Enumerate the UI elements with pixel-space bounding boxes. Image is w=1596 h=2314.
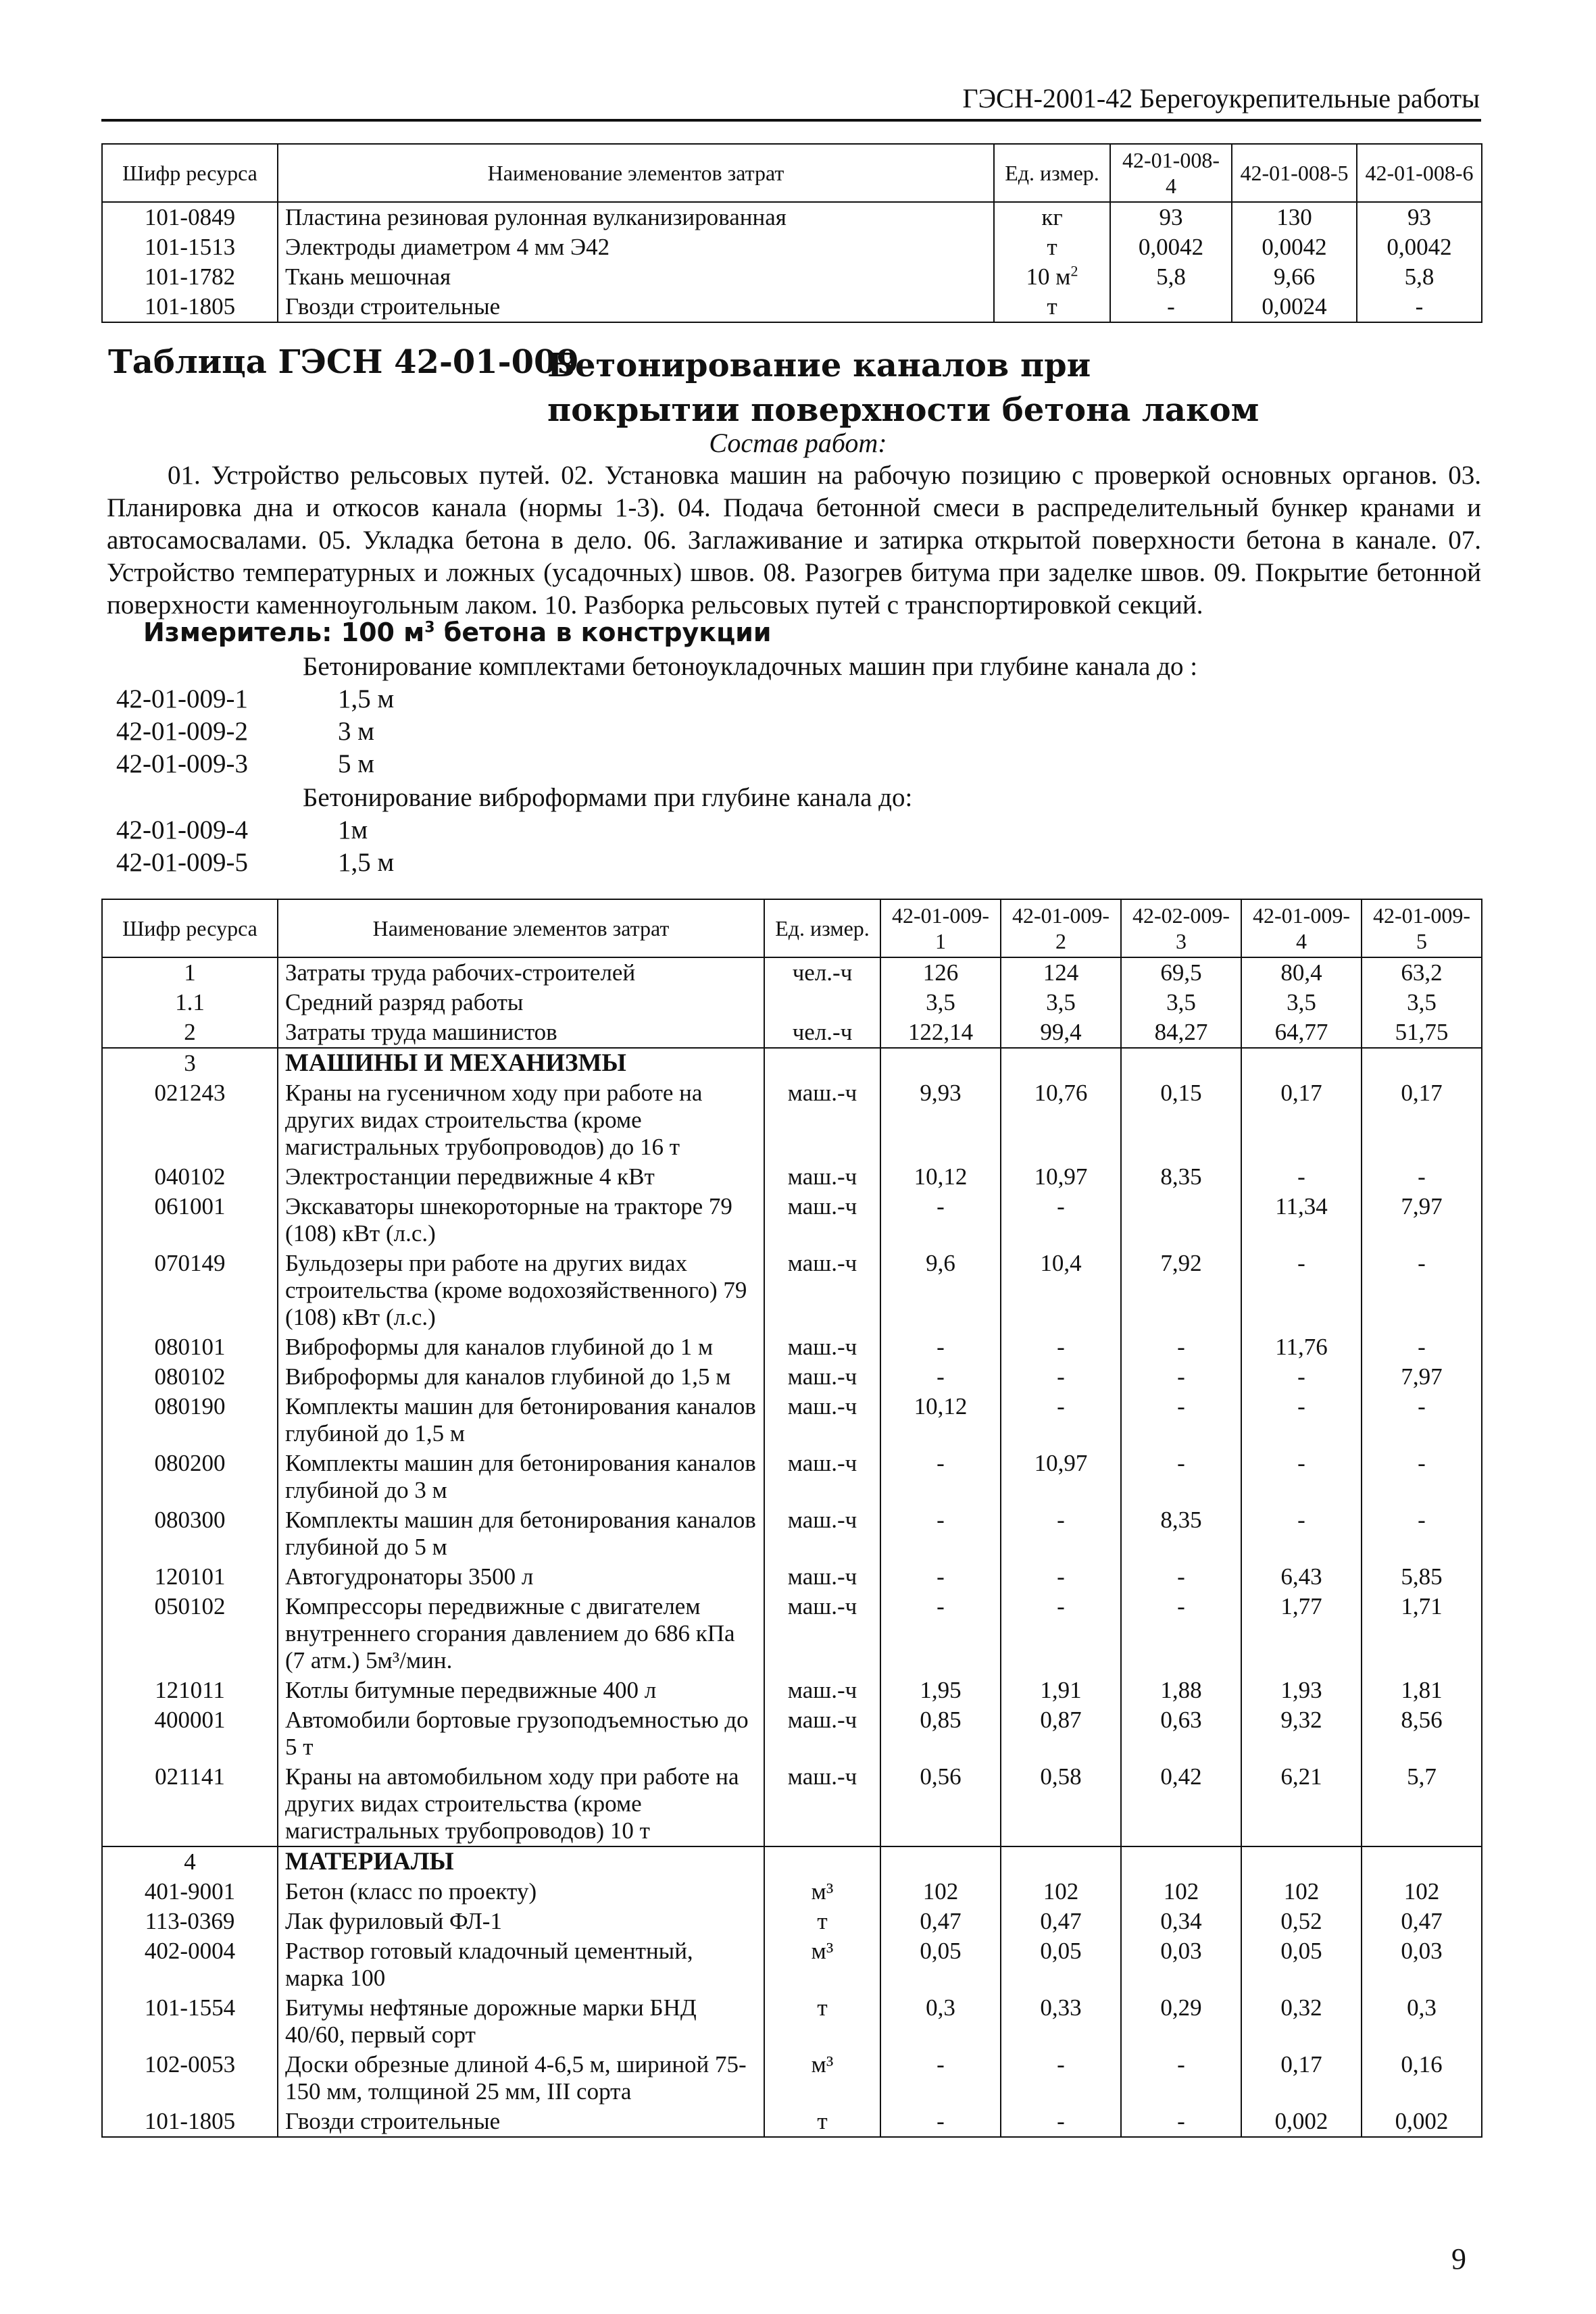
cost-element-name: Комплекты машин для бетонирования каналов глубиной до 3 м [278,1449,764,1505]
unit-text: т [1047,293,1057,320]
value-cell: 0,0024 [1232,292,1357,322]
page-number: 9 [1451,2242,1466,2275]
table-row [102,1592,1482,1676]
resource-code: 080102 [102,1362,278,1392]
group-heading: Бетонирование комплектами бетоноукладочных машин при глубине канала до : [303,652,1198,681]
unit: т [764,1993,880,2050]
value-cell: - [1362,1249,1482,1332]
cost-element-name: Виброформы для каналов глубиной до 1,5 м [278,1362,764,1392]
value-cell: - [1001,1392,1121,1449]
table-row [102,1505,1482,1562]
value-cell: 3,5 [1241,988,1362,1017]
value-cell: 93 [1357,202,1482,232]
value-cell: - [1241,1505,1362,1562]
value-cell: 124 [1001,957,1121,988]
unit: маш.-ч [764,1332,880,1362]
value-cell: - [1362,1392,1482,1449]
table-row [102,2107,1482,2137]
unit: чел.-ч [764,1017,880,1048]
header-variant: 42-02-009-3 [1121,899,1241,957]
value-cell: 0,3 [880,1993,1001,2050]
value-cell: 63,2 [1362,957,1482,988]
unit: маш.-ч [764,1449,880,1505]
cost-element-name: Гвозди строительные [278,292,994,322]
cost-element-name: Бетон (класс по проекту) [278,1877,764,1907]
table-row [102,988,1482,1017]
value-cell: 1,88 [1121,1676,1241,1705]
resource-code: 080200 [102,1449,278,1505]
value-cell: 6,21 [1241,1762,1362,1846]
value-cell: 0,58 [1001,1762,1121,1846]
value-cell: - [1121,1449,1241,1505]
unit [764,988,880,1017]
value-cell: 7,97 [1362,1192,1482,1249]
value-cell: - [1001,1192,1121,1249]
variant-code: 42-01-009-4 [116,815,248,845]
cost-element-name: Пластина резиновая рулонная вулканизированная [278,202,994,232]
value-cell: - [1001,1562,1121,1592]
table-row [102,1332,1482,1362]
value-cell: 0,42 [1121,1762,1241,1846]
empty-cell [880,1846,1001,1877]
table-row [102,1936,1482,1993]
value-cell: - [880,1332,1001,1362]
value-cell: 6,43 [1241,1562,1362,1592]
table-row [102,1249,1482,1332]
meter-line [143,618,772,647]
empty-cell [1362,1846,1482,1877]
cost-element-name: Краны на гусеничном ходу при работе на других видах строительства (кроме магистральных трубопроводов) до 16 т [278,1078,764,1162]
value-cell: 9,6 [880,1249,1001,1332]
value-cell: 3,5 [1121,988,1241,1017]
cost-element-name: Электроды диаметром 4 мм Э42 [278,232,994,262]
value-cell: 3,5 [1001,988,1121,1017]
unit: маш.-ч [764,1249,880,1332]
section-name: МАТЕРИАЛЫ [278,1846,764,1877]
cost-element-name: Средний разряд работы [278,988,764,1017]
value-cell: - [1001,1592,1121,1676]
unit: маш.-ч [764,1592,880,1676]
resource-code: 080101 [102,1332,278,1362]
value-cell: 0,47 [1362,1907,1482,1936]
cost-element-name: Электростанции передвижные 4 кВт [278,1162,764,1192]
variant-code: 42-01-009-3 [116,749,248,778]
header-variant: 42-01-009-1 [880,899,1001,957]
table-row [102,1078,1482,1162]
cost-element-name: Компрессоры передвижные с двигателем внутреннего сгорания давлением до 686 кПа (7 атм.) 5м³/мин. [278,1592,764,1676]
value-cell: 0,05 [1241,1936,1362,1993]
table-row [102,2050,1482,2107]
resource-code: 021141 [102,1762,278,1846]
empty-cell [1001,1846,1121,1877]
value-cell: 99,4 [1001,1017,1121,1048]
empty-cell [1001,1048,1121,1078]
variant-code: 42-01-009-2 [116,717,248,746]
table-row [102,1392,1482,1449]
value-cell: 8,56 [1362,1705,1482,1762]
variant-depth: 1м [338,815,368,845]
value-cell: 0,0042 [1110,232,1232,262]
value-cell: - [1241,1162,1362,1192]
value-cell: 0,002 [1362,2107,1482,2137]
unit-text: 10 м [1026,263,1071,290]
top-resource-table [101,143,1482,323]
cost-element-name: Битумы нефтяные дорожные марки БНД 40/60, первый сорт [278,1993,764,2050]
value-cell: 0,3 [1362,1993,1482,2050]
value-cell: - [1121,1592,1241,1676]
cost-element-name: Затраты труда рабочих-строителей [278,957,764,988]
value-cell: - [1241,1362,1362,1392]
value-cell: 0,34 [1121,1907,1241,1936]
header-unit: Ед. измер. [994,144,1110,202]
value-cell: - [1357,292,1482,322]
table-title: Таблица ГЭСН 42-01-009 [108,343,579,381]
value-cell: 122,14 [880,1017,1001,1048]
value-cell: 126 [880,957,1001,988]
value-cell: - [1001,2107,1121,2137]
value-cell: 0,15 [1121,1078,1241,1162]
unit-text: кг [1041,204,1063,230]
empty-cell [764,1048,880,1078]
resource-code: 101-1782 [102,262,278,292]
header-unit: Ед. измер. [764,899,880,957]
header-resource-code: Шифр ресурса [102,899,278,957]
value-cell: 9,93 [880,1078,1001,1162]
table-row [102,957,1482,988]
resource-code: 120101 [102,1562,278,1592]
value-cell: 0,05 [880,1936,1001,1993]
unit: маш.-ч [764,1705,880,1762]
value-cell: 10,4 [1001,1249,1121,1332]
value-cell: 10,12 [880,1392,1001,1449]
cost-element-name: Затраты труда машинистов [278,1017,764,1048]
section-row [102,1846,1482,1877]
resource-code: 061001 [102,1192,278,1249]
value-cell: 0,32 [1241,1993,1362,2050]
variant-depth: 1,5 м [338,848,395,877]
table-row [102,1562,1482,1592]
main-table-header-row [102,899,1482,957]
value-cell: - [880,2107,1001,2137]
unit: т [764,2107,880,2137]
value-cell: 0,0042 [1232,232,1357,262]
unit: маш.-ч [764,1392,880,1449]
variant-depth: 1,5 м [338,684,395,713]
unit: м³ [764,1936,880,1993]
header-cost-element: Наименование элементов затрат [278,899,764,957]
value-cell: 0,47 [1001,1907,1121,1936]
value-cell: - [1362,1162,1482,1192]
value-cell: 102 [1001,1877,1121,1907]
value-cell: 102 [1121,1877,1241,1907]
value-cell: - [880,1592,1001,1676]
empty-cell [1241,1846,1362,1877]
cost-element-name: Экскаваторы шнекороторные на тракторе 79 (108) кВт (л.с.) [278,1192,764,1249]
resource-code: 040102 [102,1162,278,1192]
table-row [102,262,1482,292]
value-cell: 130 [1232,202,1357,232]
value-cell: 102 [880,1877,1001,1907]
value-cell: 1,95 [880,1676,1001,1705]
resource-code: 402-0004 [102,1936,278,1993]
unit-sup: 2 [1070,262,1078,280]
header-variant: 42-01-009-5 [1362,899,1482,957]
resource-code: 401-9001 [102,1877,278,1907]
resource-code: 2 [102,1017,278,1048]
header-cost-element: Наименование элементов затрат [278,144,994,202]
value-cell: 80,4 [1241,957,1362,988]
value-cell: 84,27 [1121,1017,1241,1048]
value-cell: 1,91 [1001,1676,1121,1705]
value-cell: 102 [1362,1877,1482,1907]
empty-cell [1362,1048,1482,1078]
table-row [102,1162,1482,1192]
variant-code: 42-01-009-5 [116,848,248,877]
cost-element-name: Автомобили бортовые грузоподъемностью до 5 т [278,1705,764,1762]
header-variant: 42-01-008-4 [1110,144,1232,202]
unit: чел.-ч [764,957,880,988]
value-cell: 1,81 [1362,1676,1482,1705]
value-cell: - [1001,1332,1121,1362]
value-cell: 3,5 [1362,988,1482,1017]
value-cell: 8,35 [1121,1162,1241,1192]
value-cell: 69,5 [1121,957,1241,988]
value-cell: 9,66 [1232,262,1357,292]
value-cell: 0,002 [1241,2107,1362,2137]
resource-code: 1.1 [102,988,278,1017]
unit: маш.-ч [764,1162,880,1192]
unit: маш.-ч [764,1505,880,1562]
resource-code: 080300 [102,1505,278,1562]
meter-suffix: бетона в конструкции [434,618,772,647]
value-cell: - [1241,1449,1362,1505]
resource-code: 021243 [102,1078,278,1162]
resource-code: 4 [102,1846,278,1877]
cost-element-name: Комплекты машин для бетонирования каналов глубиной до 5 м [278,1505,764,1562]
unit: м³ [764,2050,880,2107]
unit: маш.-ч [764,1762,880,1846]
meter-prefix: Измеритель: 100 м [143,618,425,647]
value-cell: 0,17 [1241,2050,1362,2107]
variant-depth: 3 м [338,717,374,746]
header-variant: 42-01-008-5 [1232,144,1357,202]
cost-element-name: Гвозди строительные [278,2107,764,2137]
resource-code: 113-0369 [102,1907,278,1936]
table-row [102,1449,1482,1505]
cost-element-name: Виброформы для каналов глубиной до 1 м [278,1332,764,1362]
resource-code: 1 [102,957,278,988]
cost-element-name: Лак фуриловый ФЛ-1 [278,1907,764,1936]
value-cell: - [1001,1362,1121,1392]
variant-depth: 5 м [338,749,374,778]
value-cell: - [880,1562,1001,1592]
table-row [102,202,1482,232]
resource-code: 101-1513 [102,232,278,262]
table-subject: Бетонирование каналов при покрытии поверхности бетона лаком [547,347,1260,429]
value-cell: 0,47 [880,1907,1001,1936]
cost-element-name: Комплекты машин для бетонирования каналов глубиной до 1,5 м [278,1392,764,1449]
header-resource-code: Шифр ресурса [102,144,278,202]
resource-code: 3 [102,1048,278,1078]
value-cell: 9,32 [1241,1705,1362,1762]
header-variant: 42-01-008-6 [1357,144,1482,202]
unit: маш.-ч [764,1676,880,1705]
value-cell: 0,56 [880,1762,1001,1846]
value-cell: 3,5 [880,988,1001,1017]
value-cell: 93 [1110,202,1232,232]
value-cell: - [1362,1332,1482,1362]
value-cell: 11,76 [1241,1332,1362,1362]
value-cell: 0,85 [880,1705,1001,1762]
value-cell: 5,85 [1362,1562,1482,1592]
resource-code: 101-1805 [102,2107,278,2137]
value-cell: 10,97 [1001,1162,1121,1192]
meter-sup: 3 [424,619,435,636]
composition-heading: Состав работ: [709,428,887,458]
value-cell: - [880,1505,1001,1562]
value-cell: - [880,1192,1001,1249]
value-cell: 0,0042 [1357,232,1482,262]
value-cell: - [1121,1332,1241,1362]
unit [994,262,1110,292]
value-cell: - [1121,1562,1241,1592]
cost-element-name: Автогудронаторы 3500 л [278,1562,764,1592]
value-cell: - [1362,1449,1482,1505]
empty-cell [764,1846,880,1877]
cost-element-name: Раствор готовый кладочный цементный, марка 100 [278,1936,764,1993]
value-cell: 11,34 [1241,1192,1362,1249]
empty-cell [880,1048,1001,1078]
composition-text: 01. Устройство рельсовых путей. 02. Установка машин на рабочую позицию с проверкой основных органов. 03. Планировка дна и откосов канала (нормы 1-3). 04. Подача бетонной смеси в распределительный бункер кранами и автосамосвалами. 05. Укладка бетона в дело. 06. Заглаживание и затирка открытой поверхности бетона в канале. 07. Устройство температурных и ложных (усадочных) швов. 08. Разогрев битума при заделке швов. 09. Покрытие бетонной поверхности каменноугольным лаком. 10. Разборка рельсовых путей с транспортировкой секций. [107,461,1481,620]
value-cell: - [1121,2107,1241,2137]
value-cell: - [1001,2050,1121,2107]
resource-code: 070149 [102,1249,278,1332]
value-cell: - [1121,1392,1241,1449]
value-cell: 102 [1241,1877,1362,1907]
value-cell: - [1110,292,1232,322]
value-cell: 1,71 [1362,1592,1482,1676]
section-name: МАШИНЫ И МЕХАНИЗМЫ [278,1048,764,1078]
resource-cost-table [101,899,1482,2138]
unit [994,232,1110,262]
value-cell: 7,97 [1362,1362,1482,1392]
value-cell: 10,97 [1001,1449,1121,1505]
value-cell: - [1121,1362,1241,1392]
unit-text: т [1047,234,1057,260]
cost-element-name: Бульдозеры при работе на других видах строительства (кроме водохозяйственного) 79 (108) кВт (л.с.) [278,1249,764,1332]
group-heading: Бетонирование виброформами при глубине канала до: [303,783,913,812]
table-row [102,1192,1482,1249]
cost-element-name: Краны на автомобильном ходу при работе на других видах строительства (кроме магистральных трубопроводов) 10 т [278,1762,764,1846]
value-cell: 0,05 [1001,1936,1121,1993]
unit: маш.-ч [764,1078,880,1162]
value-cell [1121,1192,1241,1249]
value-cell: - [880,2050,1001,2107]
header-variant: 42-01-009-2 [1001,899,1121,957]
value-cell: 0,29 [1121,1993,1241,2050]
resource-code: 102-0053 [102,2050,278,2107]
unit: т [764,1907,880,1936]
value-cell: 64,77 [1241,1017,1362,1048]
value-cell: 1,93 [1241,1676,1362,1705]
resource-code: 080190 [102,1392,278,1449]
table-row [102,1705,1482,1762]
top-table-header-row [102,144,1482,202]
value-cell: 5,8 [1357,262,1482,292]
value-cell: 5,7 [1362,1762,1482,1846]
table-row [102,1907,1482,1936]
value-cell: 0,33 [1001,1993,1121,2050]
value-cell: 0,03 [1362,1936,1482,1993]
value-cell: 51,75 [1362,1017,1482,1048]
cost-element-name: Котлы битумные передвижные 400 л [278,1676,764,1705]
variant-code: 42-01-009-1 [116,684,248,713]
value-cell: 0,52 [1241,1907,1362,1936]
resource-code: 050102 [102,1592,278,1676]
table-row [102,1017,1482,1048]
value-cell: 0,03 [1121,1936,1241,1993]
section-row [102,1048,1482,1078]
value-cell: 1,77 [1241,1592,1362,1676]
empty-cell [1121,1048,1241,1078]
unit: маш.-ч [764,1192,880,1249]
resource-code: 121011 [102,1676,278,1705]
empty-cell [1121,1846,1241,1877]
value-cell: 7,92 [1121,1249,1241,1332]
table-row [102,1993,1482,2050]
table-row [102,292,1482,322]
resource-code: 101-0849 [102,202,278,232]
unit: м³ [764,1877,880,1907]
unit: маш.-ч [764,1362,880,1392]
header-variant: 42-01-009-4 [1241,899,1362,957]
value-cell: 5,8 [1110,262,1232,292]
table-row [102,232,1482,262]
cost-element-name: Ткань мешочная [278,262,994,292]
resource-code: 400001 [102,1705,278,1762]
unit [994,202,1110,232]
table-row [102,1362,1482,1392]
value-cell: 8,35 [1121,1505,1241,1562]
value-cell: - [1001,1505,1121,1562]
value-cell: - [1121,2050,1241,2107]
value-cell: 0,63 [1121,1705,1241,1762]
unit: маш.-ч [764,1562,880,1592]
unit [994,292,1110,322]
table-row [102,1877,1482,1907]
header-rule [101,119,1481,122]
value-cell: 0,17 [1362,1078,1482,1162]
value-cell: - [1241,1249,1362,1332]
resource-code: 101-1554 [102,1993,278,2050]
value-cell: - [880,1362,1001,1392]
table-row [102,1676,1482,1705]
resource-code: 101-1805 [102,292,278,322]
table-row [102,1762,1482,1846]
value-cell: - [880,1449,1001,1505]
running-header: ГЭСН-2001-42 Берегоукрепительные работы [962,83,1480,114]
value-cell: 10,12 [880,1162,1001,1192]
value-cell: 0,16 [1362,2050,1482,2107]
value-cell: - [1362,1505,1482,1562]
cost-element-name: Доски обрезные длиной 4-6,5 м, шириной 75-150 мм, толщиной 25 мм, III сорта [278,2050,764,2107]
value-cell: - [1241,1392,1362,1449]
empty-cell [1241,1048,1362,1078]
value-cell: 0,87 [1001,1705,1121,1762]
value-cell: 0,17 [1241,1078,1362,1162]
value-cell: 10,76 [1001,1078,1121,1162]
